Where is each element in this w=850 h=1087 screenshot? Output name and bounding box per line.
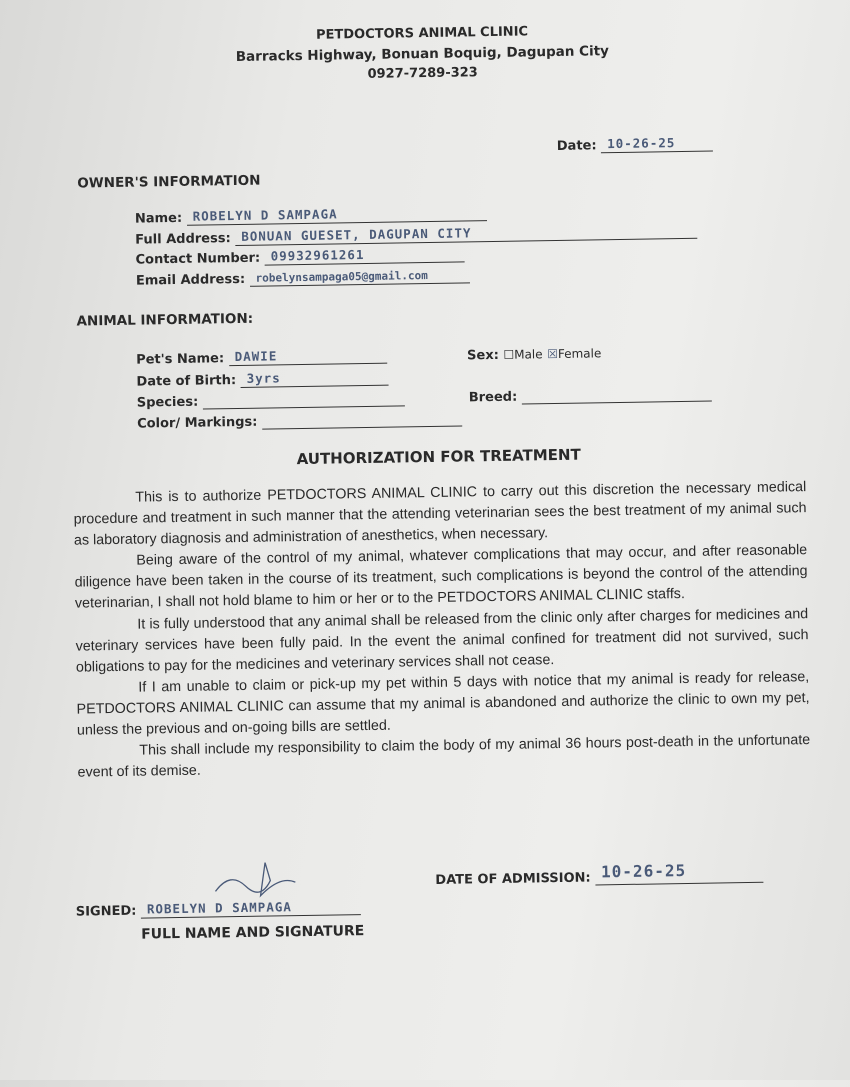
authorization-text bbox=[73, 477, 811, 784]
admission-label: DATE OF ADMISSION: bbox=[435, 870, 591, 888]
signed-field bbox=[76, 899, 361, 919]
owner-address-field bbox=[135, 223, 697, 248]
date-field bbox=[557, 136, 714, 154]
authorization-heading: AUTHORIZATION FOR TREATMENT bbox=[296, 445, 581, 469]
clinic-name: PETDOCTORS ANIMAL CLINIC bbox=[315, 24, 529, 43]
paragraph: It is fully understood that any animal shall be released from the clinic only after charges for medicines and veterinary services have been fully paid. In the event the animal confined for treatment did not survived, such obligations to pay for the medicines and veterinary services shall not cease. bbox=[75, 605, 809, 676]
address-label: Full Address: bbox=[135, 231, 231, 248]
pet-name-field bbox=[136, 348, 387, 368]
sex-field bbox=[467, 346, 601, 363]
breed-label: Breed: bbox=[468, 389, 518, 406]
paragraph: This is to authorize PETDOCTORS ANIMAL CLINIC to carry out this discretion the necessary medical procedure and treatment in such manner that the attending veterinarian sees the best treatment of my animal such as laboratory diagnosis and administration of anesthetics, when necessary. bbox=[73, 479, 807, 549]
species-label: Species: bbox=[136, 394, 199, 411]
breed-field bbox=[469, 386, 712, 406]
male-label: Male bbox=[514, 347, 543, 362]
sex-label: Sex: bbox=[466, 347, 499, 364]
signature-caption: FULL NAME AND SIGNATURE bbox=[141, 923, 365, 943]
paragraph: Being aware of the control of my animal, whatever complications that may occur, and after reasonable diligence have been taken in the course of its treatment, such complications is beyond the control of the attending veterinarian, I shall not hold blame to him or her or to the PETDOCTORS ANIMAL CLINIC staffs. bbox=[74, 542, 808, 613]
name-label: Name: bbox=[134, 210, 183, 227]
contact-value: 09932961261 bbox=[270, 246, 365, 264]
owner-name-field bbox=[135, 205, 487, 227]
contact-label: Contact Number: bbox=[135, 250, 261, 268]
date-label: Date: bbox=[556, 138, 597, 154]
address-value: BONUAN GUESET, DAGUPAN CITY bbox=[241, 225, 472, 244]
dob-value: 3yrs bbox=[246, 370, 281, 386]
female-label: Female bbox=[557, 346, 602, 361]
owner-contact-field bbox=[135, 246, 464, 267]
pet-name-label: Pet's Name: bbox=[136, 351, 225, 368]
admission-date: 10-26-25 bbox=[600, 861, 687, 882]
species-field bbox=[137, 390, 405, 410]
email-label: Email Address: bbox=[135, 271, 246, 289]
dob-label: Date of Birth: bbox=[136, 373, 237, 390]
color-label: Color/ Markings: bbox=[137, 414, 258, 432]
owner-heading: OWNER'S INFORMATION bbox=[77, 172, 261, 192]
signed-name: ROBELYN D SAMPAGA bbox=[146, 899, 292, 917]
signed-label: SIGNED: bbox=[75, 903, 137, 920]
owner-email-field bbox=[136, 267, 470, 288]
date-value: 10-26-25 bbox=[607, 135, 676, 152]
female-checkbox[interactable]: ☒ bbox=[547, 346, 559, 362]
clinic-address: Barracks Highway, Bonuan Boquig, Dagupan City bbox=[235, 43, 610, 65]
admission-field bbox=[435, 861, 763, 888]
paragraph: This shall include my responsibility to claim the body of my animal 36 hours post-death in the unfortunate event of its demise. bbox=[77, 732, 811, 781]
email-value: robelynsampaga05@gmail.com bbox=[255, 269, 428, 285]
dob-field bbox=[136, 370, 388, 390]
name-value: ROBELYN D SAMPAGA bbox=[192, 206, 338, 224]
pet-name-value: DAWIE bbox=[234, 348, 278, 365]
clinic-phone: 0927-7289-323 bbox=[367, 65, 478, 82]
color-field bbox=[137, 410, 462, 431]
male-checkbox[interactable]: ☐ bbox=[503, 347, 515, 362]
paragraph: If I am unable to claim or pick-up my pet within 5 days with notice that my animal is ready for release, PETDOCTORS ANIMAL CLINIC can assume that my animal is abandoned and authorize the clinic to own my pet, unless the previous and on-going bills are settled. bbox=[76, 668, 810, 739]
animal-heading: ANIMAL INFORMATION: bbox=[76, 310, 254, 330]
signature-scribble-icon bbox=[210, 860, 301, 901]
